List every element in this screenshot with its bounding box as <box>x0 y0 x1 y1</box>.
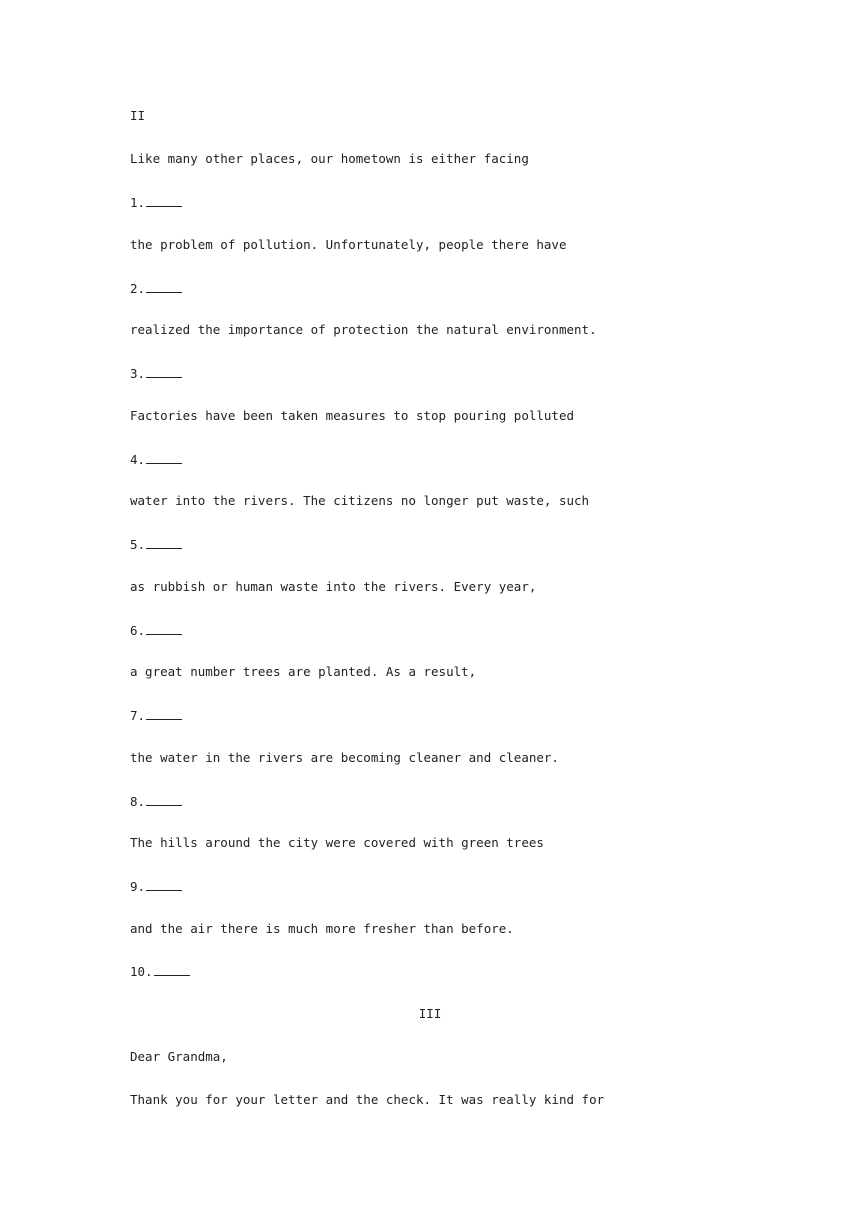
answer-blank-10[interactable] <box>130 963 190 980</box>
passage-line-2: the problem of pollution. Unfortunately, people there have <box>130 237 567 252</box>
passage-line-10: and the air there is much more fresher than before. <box>130 921 514 936</box>
passage-line-5: water into the rivers. The citizens no longer put waste, such <box>130 493 590 508</box>
answer-blank-4[interactable] <box>130 451 182 468</box>
item-number: 9. <box>130 879 146 894</box>
answer-blank-1[interactable] <box>130 194 182 211</box>
answer-underline <box>146 280 182 293</box>
letter-first-line: Thank you for your letter and the check. It was really kind for <box>130 1092 605 1107</box>
passage-line-3: realized the importance of protection the natural environment. <box>130 322 597 337</box>
answer-blank-7[interactable] <box>130 707 182 724</box>
answer-blank-3[interactable] <box>130 365 182 382</box>
passage-line-4: Factories have been taken measures to stop pouring polluted <box>130 408 575 423</box>
passage-line-6: as rubbish or human waste into the rivers. Every year, <box>130 579 537 594</box>
item-number: 4. <box>130 452 146 467</box>
answer-underline <box>146 194 182 207</box>
letter-salutation: Dear Grandma, <box>130 1049 228 1064</box>
item-number: 3. <box>130 366 146 381</box>
answer-underline <box>146 622 182 635</box>
answer-blank-2[interactable] <box>130 280 182 297</box>
answer-underline <box>146 707 182 720</box>
item-number: 8. <box>130 794 146 809</box>
item-number: 5. <box>130 537 146 552</box>
item-number: 1. <box>130 195 146 210</box>
item-number: 10. <box>130 964 153 979</box>
answer-underline <box>146 365 182 378</box>
answer-underline <box>146 536 182 549</box>
answer-underline <box>154 963 190 976</box>
answer-underline <box>146 878 182 891</box>
item-number: 6. <box>130 623 146 638</box>
item-number: 7. <box>130 708 146 723</box>
passage-line-8: the water in the rivers are becoming cleaner and cleaner. <box>130 750 559 765</box>
item-number: 2. <box>130 281 146 296</box>
answer-underline <box>146 793 182 806</box>
section-two-heading: II <box>130 108 146 123</box>
passage-line-1: Like many other places, our hometown is either facing <box>130 151 529 166</box>
answer-blank-8[interactable] <box>130 793 182 810</box>
passage-line-7: a great number trees are planted. As a result, <box>130 664 477 679</box>
answer-blank-6[interactable] <box>130 622 182 639</box>
passage-line-9: The hills around the city were covered with green trees <box>130 835 544 850</box>
answer-blank-5[interactable] <box>130 536 182 553</box>
answer-underline <box>146 451 182 464</box>
section-three-heading: III <box>418 1006 442 1021</box>
answer-blank-9[interactable] <box>130 878 182 895</box>
